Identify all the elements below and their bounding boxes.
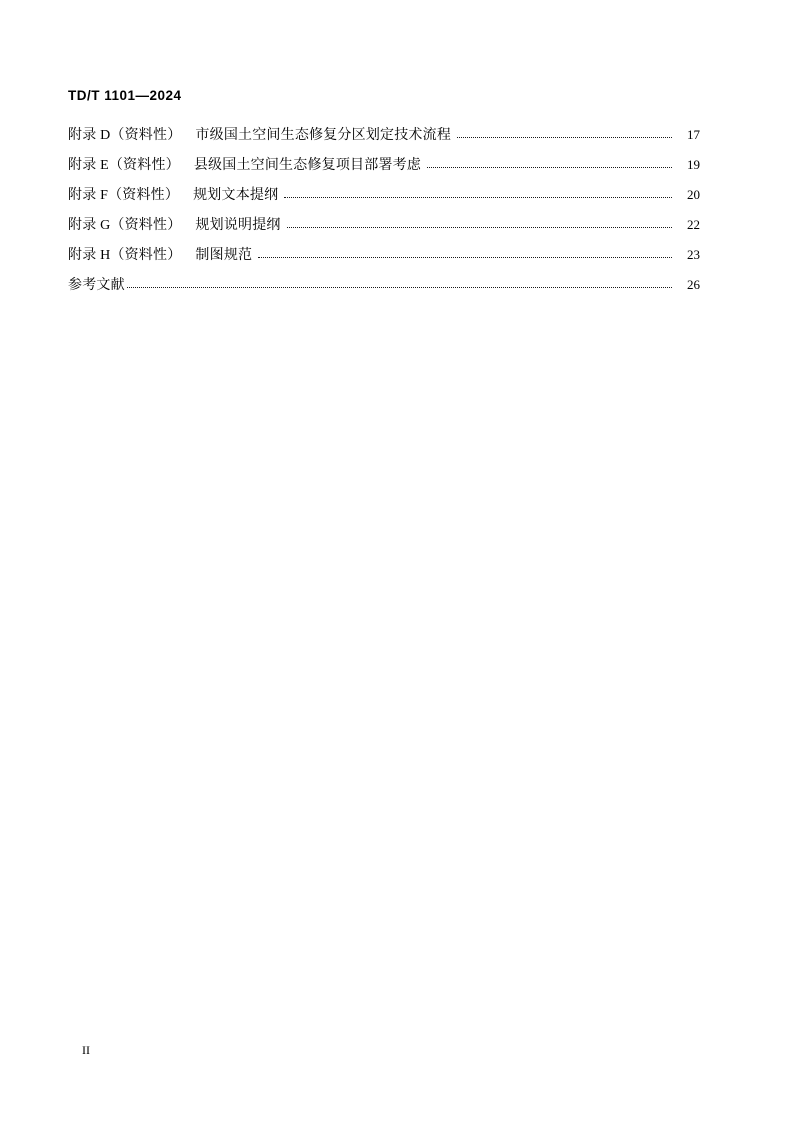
toc-leader-dots: [427, 158, 672, 172]
toc-entry-title: 规划说明提纲: [195, 218, 281, 233]
table-of-contents: [68, 120, 700, 300]
toc-entry[interactable]: [68, 240, 700, 270]
toc-entry-label: 附录 E（资料性）: [68, 158, 180, 173]
toc-entry[interactable]: [68, 210, 700, 240]
toc-entry-page: 19: [687, 157, 700, 172]
toc-entry-label: 附录 G（资料性）: [68, 218, 182, 233]
toc-entry-title: 制图规范: [195, 248, 253, 263]
toc-leader-dots: [258, 248, 672, 262]
toc-leader-dots: [284, 188, 672, 202]
toc-entry-label: 附录 H（资料性）: [68, 248, 182, 263]
toc-entry-page: 23: [687, 247, 700, 262]
toc-entry-page: 26: [687, 277, 700, 292]
toc-entry-page: 22: [687, 217, 700, 232]
toc-entry-label: 参考文献: [68, 278, 125, 293]
toc-entry[interactable]: [68, 120, 700, 150]
toc-leader-dots: [127, 278, 672, 292]
toc-entry-page: 17: [687, 127, 700, 142]
toc-entry-references[interactable]: [68, 270, 700, 300]
page-number: II: [82, 1043, 90, 1057]
standard-number-header: TD/T 1101—2024: [68, 88, 182, 103]
toc-entry[interactable]: [68, 180, 700, 210]
toc-entry[interactable]: [68, 150, 700, 180]
toc-entry-title: 规划文本提纲: [193, 188, 279, 203]
toc-entry-page: 20: [687, 187, 700, 202]
toc-entry-title: 市级国土空间生态修复分区划定技术流程: [195, 128, 452, 143]
toc-entry-label: 附录 D（资料性）: [68, 128, 182, 143]
toc-leader-dots: [287, 218, 672, 232]
toc-entry-title: 县级国土空间生态修复项目部署考虑: [193, 158, 422, 173]
toc-entry-label: 附录 F（资料性）: [68, 188, 180, 203]
toc-leader-dots: [457, 128, 672, 142]
